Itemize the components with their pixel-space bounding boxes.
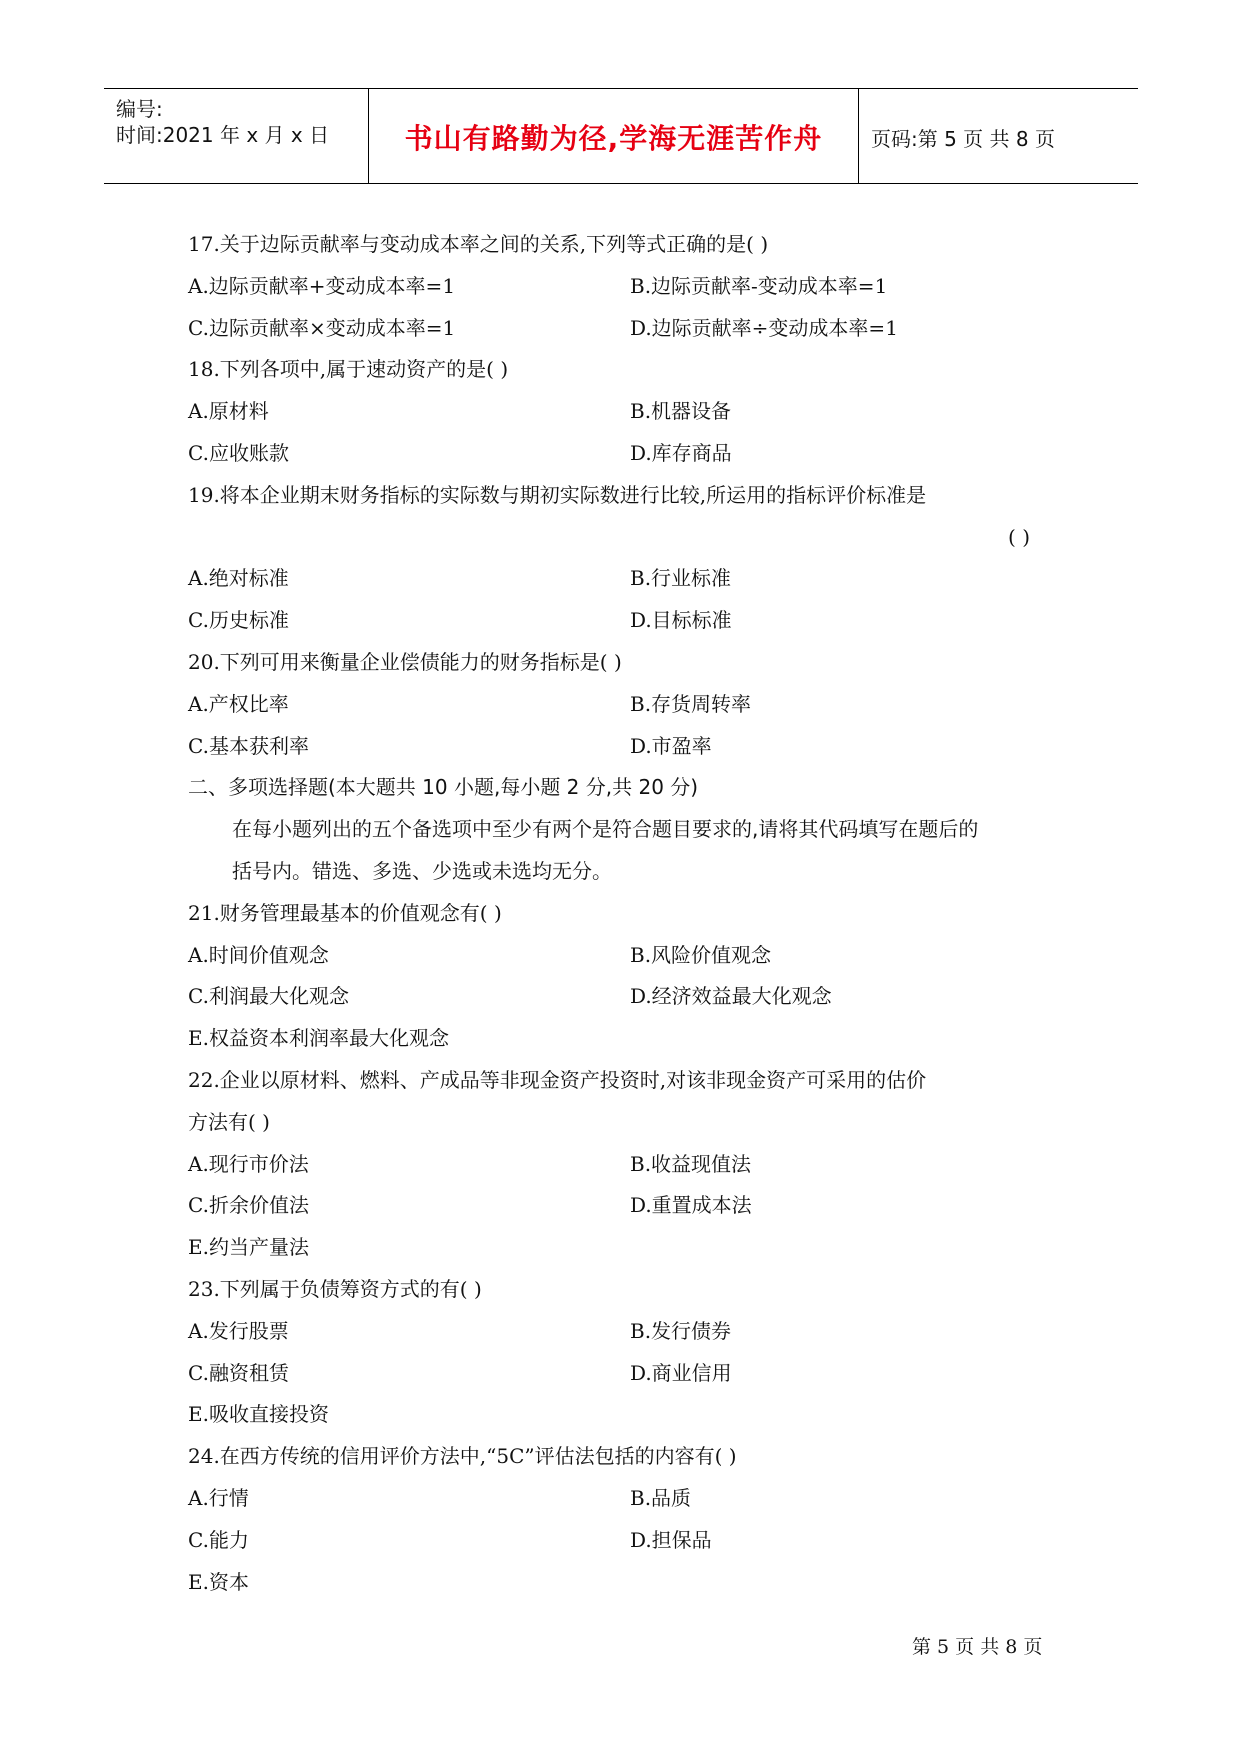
question-19-answer-paren: ( ) <box>1008 524 1030 549</box>
q23-option-d: D.商业信用 <box>630 1360 732 1385</box>
q21-option-a: A.时间价值观念 <box>188 942 329 967</box>
question-list <box>188 224 1068 1603</box>
page-header <box>104 88 1138 184</box>
question-20-stem: 20.下列可用来衡量企业偿债能力的财务指标是( ) <box>188 649 622 674</box>
q23-option-c: C.融资租赁 <box>188 1360 289 1385</box>
question-22-stem-line-1: 22.企业以原材料、燃料、产成品等非现金资产投资时,对该非现金资产可采用的估价 <box>188 1067 927 1092</box>
question-18-stem: 18.下列各项中,属于速动资产的是( ) <box>188 357 509 382</box>
question-23-options-ab <box>188 1311 1068 1353</box>
q21-option-e: E.权益资本利润率最大化观念 <box>188 1026 449 1051</box>
question-19-stem: 19.将本企业期末财务指标的实际数与期初实际数进行比较,所运用的指标评价标准是 <box>188 482 927 507</box>
section-2-title: 二、多项选择题(本大题共 10 小题,每小题 2 分,共 20 分) <box>188 775 699 800</box>
question-21-stem: 21.财务管理最基本的价值观念有( ) <box>188 900 502 925</box>
q24-option-e: E.资本 <box>188 1569 249 1594</box>
q21-option-d: D.经济效益最大化观念 <box>630 984 832 1009</box>
q22-option-c: C.折余价值法 <box>188 1193 309 1218</box>
q17-option-d: D.边际贡献率÷变动成本率=1 <box>630 315 898 340</box>
q22-option-b: B.收益现值法 <box>630 1151 752 1176</box>
question-17-options-cd <box>188 308 1068 350</box>
q23-option-a: A.发行股票 <box>188 1318 289 1343</box>
q23-option-e: E.吸收直接投资 <box>188 1402 329 1427</box>
question-20-options-ab <box>188 684 1068 726</box>
q19-option-b: B.行业标准 <box>630 566 732 591</box>
document-date: 时间:2021 年 x 月 x 日 <box>116 123 330 147</box>
question-17-options-ab <box>188 266 1068 308</box>
q17-option-a: A.边际贡献率+变动成本率=1 <box>188 273 456 298</box>
page-footer-number: 第 5 页 共 8 页 <box>912 1636 1043 1658</box>
header-motto-cell <box>369 89 859 183</box>
q20-option-a: A.产权比率 <box>188 691 289 716</box>
question-22-options-cd <box>188 1185 1068 1227</box>
document-code-label: 编号: <box>116 97 163 121</box>
question-17-stem: 17.关于边际贡献率与变动成本率之间的关系,下列等式正确的是( ) <box>188 232 769 256</box>
question-24-options-ab <box>188 1478 1068 1520</box>
section-2-instructions-line-2: 括号内。错选、多选、少选或未选均无分。 <box>232 858 612 883</box>
question-24-options-cd <box>188 1520 1068 1562</box>
question-23-options-cd <box>188 1353 1068 1395</box>
q22-option-d: D.重置成本法 <box>630 1193 752 1218</box>
q19-option-d: D.目标标准 <box>630 608 732 633</box>
question-19-options-ab <box>188 558 1068 600</box>
q18-option-d: D.库存商品 <box>630 440 732 465</box>
q24-option-a: A.行情 <box>188 1485 249 1510</box>
q23-option-b: B.发行债券 <box>630 1318 732 1343</box>
header-page-info: 页码:第 5 页 共 8 页 <box>871 127 1055 151</box>
q21-option-b: B.风险价值观念 <box>630 942 772 967</box>
q20-option-c: C.基本获利率 <box>188 733 309 758</box>
q17-option-b: B.边际贡献率-变动成本率=1 <box>630 273 888 298</box>
q24-option-d: D.担保品 <box>630 1527 712 1552</box>
q22-option-a: A.现行市价法 <box>188 1151 309 1176</box>
q21-option-c: C.利润最大化观念 <box>188 984 349 1009</box>
header-meta-cell <box>104 89 369 183</box>
q18-option-b: B.机器设备 <box>630 399 732 424</box>
question-21-options-ab <box>188 935 1068 977</box>
q20-option-b: B.存货周转率 <box>630 691 752 716</box>
q22-option-e: E.约当产量法 <box>188 1235 309 1260</box>
question-21-options-cd <box>188 976 1068 1018</box>
q20-option-d: D.市盈率 <box>630 733 712 758</box>
question-18-options-cd <box>188 433 1068 475</box>
question-19-options-cd <box>188 600 1068 642</box>
question-22-stem-line-2: 方法有( ) <box>188 1109 270 1134</box>
q24-option-b: B.品质 <box>630 1485 692 1510</box>
question-22-options-ab <box>188 1144 1068 1186</box>
q18-option-a: A.原材料 <box>188 399 269 424</box>
question-18-options-ab <box>188 391 1068 433</box>
header-motto: 书山有路勤为径,学海无涯苦作舟 <box>404 122 823 155</box>
q17-option-c: C.边际贡献率×变动成本率=1 <box>188 315 456 340</box>
q19-option-c: C.历史标准 <box>188 608 289 633</box>
question-20-options-cd <box>188 726 1068 768</box>
q18-option-c: C.应收账款 <box>188 440 289 465</box>
question-24-stem: 24.在西方传统的信用评价方法中,“5C”评估法包括的内容有( ) <box>188 1444 737 1469</box>
question-23-stem: 23.下列属于负债筹资方式的有( ) <box>188 1276 482 1301</box>
q19-option-a: A.绝对标准 <box>188 566 289 591</box>
header-page-cell <box>859 89 1138 183</box>
section-2-instructions-line-1: 在每小题列出的五个备选项中至少有两个是符合题目要求的,请将其代码填写在题后的 <box>232 817 979 842</box>
q24-option-c: C.能力 <box>188 1527 249 1552</box>
